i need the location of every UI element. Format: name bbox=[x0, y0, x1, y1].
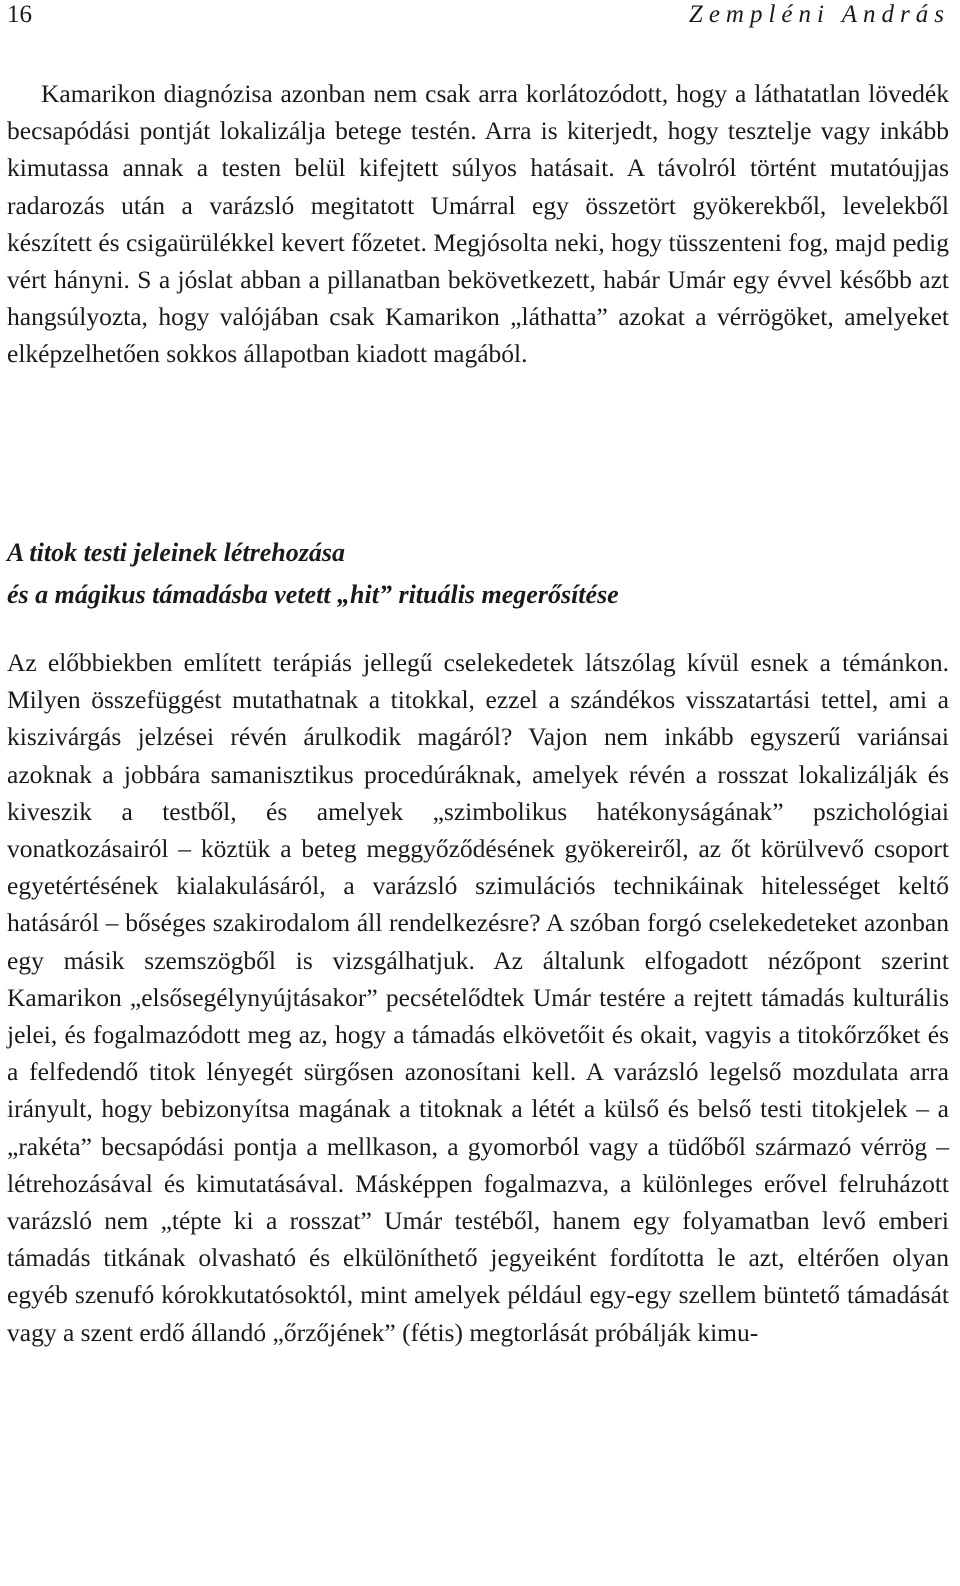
body-paragraph: Kamarikon diagnózisa azonban nem csak arra korlátozódott, hogy a láthatatlan lövedék becsapódási pontját lokalizálja betege testén. Arra is kiterjedt, hogy tesztelje vagy inkább kimutassa annak a testen belül kifejtett súlyos hatásait. A távolról történt mutatóujjas radarozás után a varázsló megitatott Umárral egy összetört gyökerekből, levelekből készített és csigaürülékkel kevert főzetet. Megjósolta neki, hogy tüsszenteni fog, majd pedig vért hányni. S a jóslat abban a pillanatban bekövetkezett, habár Umár egy évvel később azt hangsúlyozta, hogy valójában csak Kamarikon „láthatta” azokat a vérrögöket, amelyeket elképzelhetően sokkos állapotban kiadott magából. bbox=[7, 79, 949, 369]
page-header bbox=[7, 0, 950, 40]
page-number: 16 bbox=[7, 1, 32, 28]
running-head: Zempléni András bbox=[688, 1, 950, 28]
section-heading-line-1: A titok testi jeleinek létrehozása bbox=[7, 538, 345, 567]
section-heading-line-2: és a mágikus támadásba vetett „hit” rituális megerősítése bbox=[7, 580, 619, 609]
section-heading bbox=[7, 532, 949, 616]
body-paragraph: Az előbbiekben említett terápiás jellegű cselekedetek látszólag kívül esnek a témánkon. Milyen összefüggést mutathatnak a titokkal, ezzel a szándékos visszatartási tettel, ami a kiszivárgás jelzései révén árulkodik magáról? Vajon nem inkább egyszerű variánsai azoknak a jobbára samanisztikus procedúráknak, amelyek révén a rosszat lokalizálják és kiveszik a testből, és amelyek „szimbolikus hatékonyságának” pszichológiai vonatkozásairól – köztük a beteg meggyőződésének gyökereiről, az őt körülvevő csoport egyetértésének kialakulásáról, a varázsló szimulációs technikáinak hitelességet keltő hatásáról – bőséges szakirodalom áll rendelkezésre? A szóban forgó cselekedeteket azonban egy másik szemszögből is vizsgálhatjuk. Az általunk elfogadott nézőpont szerint Kamarikon „elsősegélynyújtásakor” pecsételődtek Umár testére a rejtett támadás kulturális jelei, és fogalmazódott meg az, hogy a támadás elkövetőit és okait, vagyis a titokőrzőket és a felfedendő titok lényegét sürgősen azonosítani kell. A varázsló legelső mozdulata arra irányult, hogy bebizonyítsa magának a titoknak a létét a külső és belső testi titokjelek – a „rakéta” becsapódási pontja a mellkason, a gyomorból vagy a tüdőből származó vérrög – létrehozásával és kimutatásával. Másképpen fogalmazva, a különleges erővel felruházott varázsló nem „tépte ki a rosszat” Umár testéből, hanem egy folyamatban levő emberi támadás titkának olvasható és elkülöníthető jegyeiként fordította le azt, eltérően olyan egyéb szenufó kórokkutatósoktól, mint amelyek például egy-egy szellem büntető támadását vagy a szent erdő állandó „őrzőjének” (fétis) megtorlását próbálják kimu- bbox=[7, 648, 949, 1347]
